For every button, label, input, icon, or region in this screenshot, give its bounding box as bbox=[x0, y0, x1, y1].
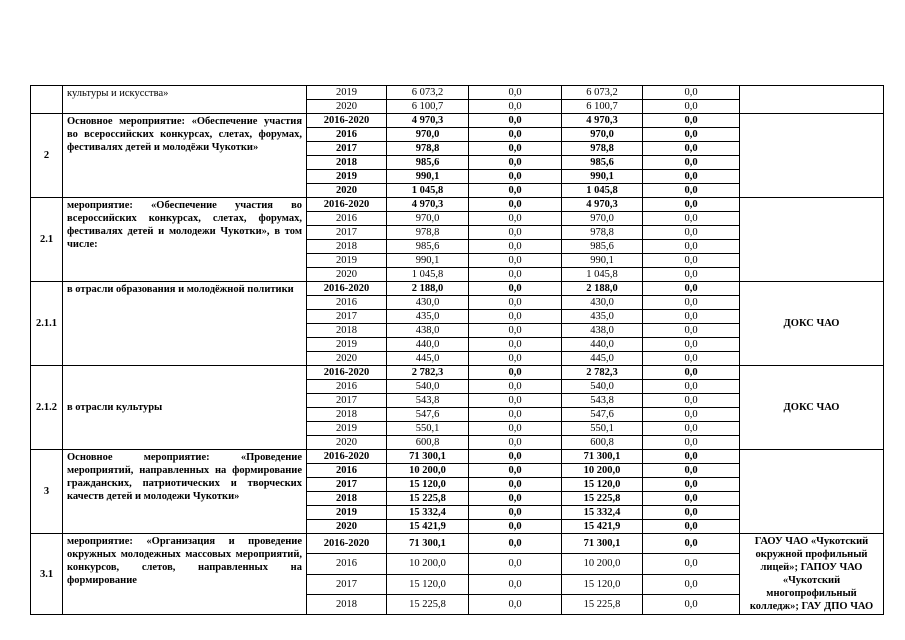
federal-budget-cell: 0,0 bbox=[469, 380, 562, 394]
total-cell: 540,0 bbox=[387, 380, 469, 394]
activity-description-cell: Основное мероприятие: «Обеспечение участия во всероссийских конкурсах, слетах, форумах, фестивалях детей и молодёжи Чукотки» bbox=[63, 114, 307, 198]
year-cell: 2018 bbox=[307, 594, 387, 614]
activity-description-cell: Основное мероприятие: «Проведение мероприятий, направленных на формирование гражданских, патриотических и творческих качеств детей и молодежи Чукотки» bbox=[63, 450, 307, 534]
okrug-budget-cell: 4 970,3 bbox=[562, 198, 643, 212]
okrug-budget-cell: 440,0 bbox=[562, 338, 643, 352]
okrug-budget-cell: 990,1 bbox=[562, 254, 643, 268]
federal-budget-cell: 0,0 bbox=[469, 436, 562, 450]
year-cell: 2019 bbox=[307, 506, 387, 520]
total-cell: 1 045,8 bbox=[387, 268, 469, 282]
executor-cell bbox=[740, 114, 884, 198]
federal-budget-cell: 0,0 bbox=[469, 310, 562, 324]
total-cell: 15 421,9 bbox=[387, 520, 469, 534]
other-sources-cell: 0,0 bbox=[643, 324, 740, 338]
okrug-budget-cell: 4 970,3 bbox=[562, 114, 643, 128]
year-cell: 2019 bbox=[307, 170, 387, 184]
okrug-budget-cell: 2 188,0 bbox=[562, 282, 643, 296]
year-cell: 2016 bbox=[307, 380, 387, 394]
total-cell: 970,0 bbox=[387, 212, 469, 226]
executor-cell: ДОКС ЧАО bbox=[740, 366, 884, 450]
federal-budget-cell: 0,0 bbox=[469, 534, 562, 554]
federal-budget-cell: 0,0 bbox=[469, 464, 562, 478]
year-cell: 2019 bbox=[307, 422, 387, 436]
other-sources-cell: 0,0 bbox=[643, 534, 740, 554]
year-cell: 2016-2020 bbox=[307, 366, 387, 380]
okrug-budget-cell: 600,8 bbox=[562, 436, 643, 450]
total-cell: 2 782,3 bbox=[387, 366, 469, 380]
other-sources-cell: 0,0 bbox=[643, 268, 740, 282]
table-row bbox=[31, 534, 884, 554]
total-cell: 4 970,3 bbox=[387, 198, 469, 212]
year-cell: 2016 bbox=[307, 554, 387, 574]
federal-budget-cell: 0,0 bbox=[469, 408, 562, 422]
total-cell: 1 045,8 bbox=[387, 184, 469, 198]
total-cell: 71 300,1 bbox=[387, 534, 469, 554]
total-cell: 2 188,0 bbox=[387, 282, 469, 296]
year-cell: 2018 bbox=[307, 324, 387, 338]
other-sources-cell: 0,0 bbox=[643, 226, 740, 240]
executor-cell bbox=[740, 450, 884, 534]
year-cell: 2016-2020 bbox=[307, 114, 387, 128]
total-cell: 438,0 bbox=[387, 324, 469, 338]
table-row bbox=[31, 114, 884, 128]
federal-budget-cell: 0,0 bbox=[469, 422, 562, 436]
federal-budget-cell: 0,0 bbox=[469, 574, 562, 594]
other-sources-cell: 0,0 bbox=[643, 450, 740, 464]
other-sources-cell: 0,0 bbox=[643, 142, 740, 156]
okrug-budget-cell: 547,6 bbox=[562, 408, 643, 422]
year-cell: 2020 bbox=[307, 436, 387, 450]
total-cell: 15 225,8 bbox=[387, 492, 469, 506]
federal-budget-cell: 0,0 bbox=[469, 478, 562, 492]
year-cell: 2017 bbox=[307, 142, 387, 156]
year-cell: 2018 bbox=[307, 240, 387, 254]
okrug-budget-cell: 430,0 bbox=[562, 296, 643, 310]
federal-budget-cell: 0,0 bbox=[469, 296, 562, 310]
other-sources-cell: 0,0 bbox=[643, 574, 740, 594]
federal-budget-cell: 0,0 bbox=[469, 184, 562, 198]
total-cell: 547,6 bbox=[387, 408, 469, 422]
total-cell: 15 120,0 bbox=[387, 574, 469, 594]
total-cell: 15 332,4 bbox=[387, 506, 469, 520]
federal-budget-cell: 0,0 bbox=[469, 128, 562, 142]
other-sources-cell: 0,0 bbox=[643, 114, 740, 128]
activity-description-cell: культуры и искусства» bbox=[63, 86, 307, 114]
year-cell: 2016-2020 bbox=[307, 534, 387, 554]
total-cell: 15 225,8 bbox=[387, 594, 469, 614]
other-sources-cell: 0,0 bbox=[643, 408, 740, 422]
other-sources-cell: 0,0 bbox=[643, 100, 740, 114]
activity-description-cell: мероприятие: «Организация и проведение окружных молодежных массовых мероприятий, конкурсов, слетов, направленных на формирование bbox=[63, 534, 307, 615]
federal-budget-cell: 0,0 bbox=[469, 100, 562, 114]
item-code-cell: 2.1.2 bbox=[31, 366, 63, 450]
federal-budget-cell: 0,0 bbox=[469, 506, 562, 520]
budget-table bbox=[30, 85, 884, 615]
total-cell: 990,1 bbox=[387, 170, 469, 184]
total-cell: 543,8 bbox=[387, 394, 469, 408]
total-cell: 6 073,2 bbox=[387, 86, 469, 100]
year-cell: 2018 bbox=[307, 408, 387, 422]
okrug-budget-cell: 438,0 bbox=[562, 324, 643, 338]
other-sources-cell: 0,0 bbox=[643, 492, 740, 506]
table-row bbox=[31, 282, 884, 296]
other-sources-cell: 0,0 bbox=[643, 554, 740, 574]
year-cell: 2020 bbox=[307, 100, 387, 114]
federal-budget-cell: 0,0 bbox=[469, 520, 562, 534]
okrug-budget-cell: 543,8 bbox=[562, 394, 643, 408]
total-cell: 435,0 bbox=[387, 310, 469, 324]
year-cell: 2017 bbox=[307, 226, 387, 240]
executor-cell: ДОКС ЧАО bbox=[740, 282, 884, 366]
okrug-budget-cell: 15 332,4 bbox=[562, 506, 643, 520]
total-cell: 550,1 bbox=[387, 422, 469, 436]
other-sources-cell: 0,0 bbox=[643, 212, 740, 226]
other-sources-cell: 0,0 bbox=[643, 86, 740, 100]
year-cell: 2016-2020 bbox=[307, 198, 387, 212]
federal-budget-cell: 0,0 bbox=[469, 114, 562, 128]
year-cell: 2017 bbox=[307, 310, 387, 324]
other-sources-cell: 0,0 bbox=[643, 422, 740, 436]
year-cell: 2017 bbox=[307, 478, 387, 492]
total-cell: 978,8 bbox=[387, 226, 469, 240]
okrug-budget-cell: 15 120,0 bbox=[562, 574, 643, 594]
year-cell: 2016 bbox=[307, 128, 387, 142]
year-cell: 2018 bbox=[307, 492, 387, 506]
okrug-budget-cell: 1 045,8 bbox=[562, 184, 643, 198]
year-cell: 2016-2020 bbox=[307, 450, 387, 464]
item-code-cell: 3 bbox=[31, 450, 63, 534]
other-sources-cell: 0,0 bbox=[643, 156, 740, 170]
federal-budget-cell: 0,0 bbox=[469, 366, 562, 380]
year-cell: 2016 bbox=[307, 296, 387, 310]
year-cell: 2019 bbox=[307, 86, 387, 100]
year-cell: 2019 bbox=[307, 254, 387, 268]
other-sources-cell: 0,0 bbox=[643, 464, 740, 478]
other-sources-cell: 0,0 bbox=[643, 338, 740, 352]
federal-budget-cell: 0,0 bbox=[469, 142, 562, 156]
federal-budget-cell: 0,0 bbox=[469, 170, 562, 184]
total-cell: 15 120,0 bbox=[387, 478, 469, 492]
federal-budget-cell: 0,0 bbox=[469, 212, 562, 226]
federal-budget-cell: 0,0 bbox=[469, 226, 562, 240]
total-cell: 600,8 bbox=[387, 436, 469, 450]
total-cell: 430,0 bbox=[387, 296, 469, 310]
okrug-budget-cell: 978,8 bbox=[562, 226, 643, 240]
item-code-cell: 2.1 bbox=[31, 198, 63, 282]
okrug-budget-cell: 978,8 bbox=[562, 142, 643, 156]
executor-cell: ГАОУ ЧАО «Чукотский окружной профильный лицей»; ГАПОУ ЧАО «Чукотский многопрофильный колледж»; ГАУ ДПО ЧАО bbox=[740, 534, 884, 615]
year-cell: 2020 bbox=[307, 268, 387, 282]
budget-table-body bbox=[31, 86, 884, 615]
okrug-budget-cell: 15 225,8 bbox=[562, 492, 643, 506]
okrug-budget-cell: 15 120,0 bbox=[562, 478, 643, 492]
item-code-cell: 2 bbox=[31, 114, 63, 198]
okrug-budget-cell: 990,1 bbox=[562, 170, 643, 184]
executor-cell bbox=[740, 198, 884, 282]
total-cell: 978,8 bbox=[387, 142, 469, 156]
okrug-budget-cell: 15 421,9 bbox=[562, 520, 643, 534]
okrug-budget-cell: 550,1 bbox=[562, 422, 643, 436]
total-cell: 990,1 bbox=[387, 254, 469, 268]
total-cell: 440,0 bbox=[387, 338, 469, 352]
executor-cell bbox=[740, 86, 884, 114]
okrug-budget-cell: 970,0 bbox=[562, 128, 643, 142]
total-cell: 6 100,7 bbox=[387, 100, 469, 114]
total-cell: 970,0 bbox=[387, 128, 469, 142]
federal-budget-cell: 0,0 bbox=[469, 338, 562, 352]
other-sources-cell: 0,0 bbox=[643, 380, 740, 394]
total-cell: 71 300,1 bbox=[387, 450, 469, 464]
total-cell: 4 970,3 bbox=[387, 114, 469, 128]
other-sources-cell: 0,0 bbox=[643, 170, 740, 184]
other-sources-cell: 0,0 bbox=[643, 310, 740, 324]
total-cell: 10 200,0 bbox=[387, 464, 469, 478]
federal-budget-cell: 0,0 bbox=[469, 394, 562, 408]
item-code-cell bbox=[31, 86, 63, 114]
other-sources-cell: 0,0 bbox=[643, 282, 740, 296]
item-code-cell: 2.1.1 bbox=[31, 282, 63, 366]
other-sources-cell: 0,0 bbox=[643, 240, 740, 254]
federal-budget-cell: 0,0 bbox=[469, 324, 562, 338]
okrug-budget-cell: 540,0 bbox=[562, 380, 643, 394]
year-cell: 2016-2020 bbox=[307, 282, 387, 296]
federal-budget-cell: 0,0 bbox=[469, 282, 562, 296]
table-row bbox=[31, 198, 884, 212]
federal-budget-cell: 0,0 bbox=[469, 268, 562, 282]
other-sources-cell: 0,0 bbox=[643, 254, 740, 268]
federal-budget-cell: 0,0 bbox=[469, 352, 562, 366]
federal-budget-cell: 0,0 bbox=[469, 156, 562, 170]
okrug-budget-cell: 10 200,0 bbox=[562, 554, 643, 574]
federal-budget-cell: 0,0 bbox=[469, 554, 562, 574]
okrug-budget-cell: 1 045,8 bbox=[562, 268, 643, 282]
okrug-budget-cell: 71 300,1 bbox=[562, 450, 643, 464]
table-row bbox=[31, 366, 884, 380]
year-cell: 2020 bbox=[307, 352, 387, 366]
okrug-budget-cell: 15 225,8 bbox=[562, 594, 643, 614]
other-sources-cell: 0,0 bbox=[643, 198, 740, 212]
total-cell: 445,0 bbox=[387, 352, 469, 366]
okrug-budget-cell: 445,0 bbox=[562, 352, 643, 366]
other-sources-cell: 0,0 bbox=[643, 366, 740, 380]
federal-budget-cell: 0,0 bbox=[469, 86, 562, 100]
federal-budget-cell: 0,0 bbox=[469, 254, 562, 268]
total-cell: 985,6 bbox=[387, 240, 469, 254]
year-cell: 2017 bbox=[307, 574, 387, 594]
other-sources-cell: 0,0 bbox=[643, 394, 740, 408]
other-sources-cell: 0,0 bbox=[643, 296, 740, 310]
other-sources-cell: 0,0 bbox=[643, 184, 740, 198]
other-sources-cell: 0,0 bbox=[643, 352, 740, 366]
federal-budget-cell: 0,0 bbox=[469, 240, 562, 254]
okrug-budget-cell: 2 782,3 bbox=[562, 366, 643, 380]
okrug-budget-cell: 985,6 bbox=[562, 240, 643, 254]
total-cell: 985,6 bbox=[387, 156, 469, 170]
item-code-cell: 3.1 bbox=[31, 534, 63, 615]
okrug-budget-cell: 970,0 bbox=[562, 212, 643, 226]
activity-description-cell: в отрасли культуры bbox=[63, 366, 307, 450]
federal-budget-cell: 0,0 bbox=[469, 198, 562, 212]
other-sources-cell: 0,0 bbox=[643, 506, 740, 520]
other-sources-cell: 0,0 bbox=[643, 478, 740, 492]
federal-budget-cell: 0,0 bbox=[469, 450, 562, 464]
year-cell: 2020 bbox=[307, 184, 387, 198]
other-sources-cell: 0,0 bbox=[643, 436, 740, 450]
year-cell: 2020 bbox=[307, 520, 387, 534]
year-cell: 2019 bbox=[307, 338, 387, 352]
activity-description-cell: в отрасли образования и молодёжной политики bbox=[63, 282, 307, 366]
federal-budget-cell: 0,0 bbox=[469, 594, 562, 614]
okrug-budget-cell: 71 300,1 bbox=[562, 534, 643, 554]
activity-description-cell: мероприятие: «Обеспечение участия во всероссийских конкурсах, слетах, форумах, фестивалях детей и молодежи Чукотки», в том числе: bbox=[63, 198, 307, 282]
year-cell: 2017 bbox=[307, 394, 387, 408]
other-sources-cell: 0,0 bbox=[643, 520, 740, 534]
okrug-budget-cell: 435,0 bbox=[562, 310, 643, 324]
okrug-budget-cell: 985,6 bbox=[562, 156, 643, 170]
other-sources-cell: 0,0 bbox=[643, 594, 740, 614]
year-cell: 2016 bbox=[307, 464, 387, 478]
year-cell: 2018 bbox=[307, 156, 387, 170]
total-cell: 10 200,0 bbox=[387, 554, 469, 574]
year-cell: 2016 bbox=[307, 212, 387, 226]
federal-budget-cell: 0,0 bbox=[469, 492, 562, 506]
table-row bbox=[31, 86, 884, 100]
other-sources-cell: 0,0 bbox=[643, 128, 740, 142]
okrug-budget-cell: 10 200,0 bbox=[562, 464, 643, 478]
table-row bbox=[31, 450, 884, 464]
okrug-budget-cell: 6 073,2 bbox=[562, 86, 643, 100]
okrug-budget-cell: 6 100,7 bbox=[562, 100, 643, 114]
